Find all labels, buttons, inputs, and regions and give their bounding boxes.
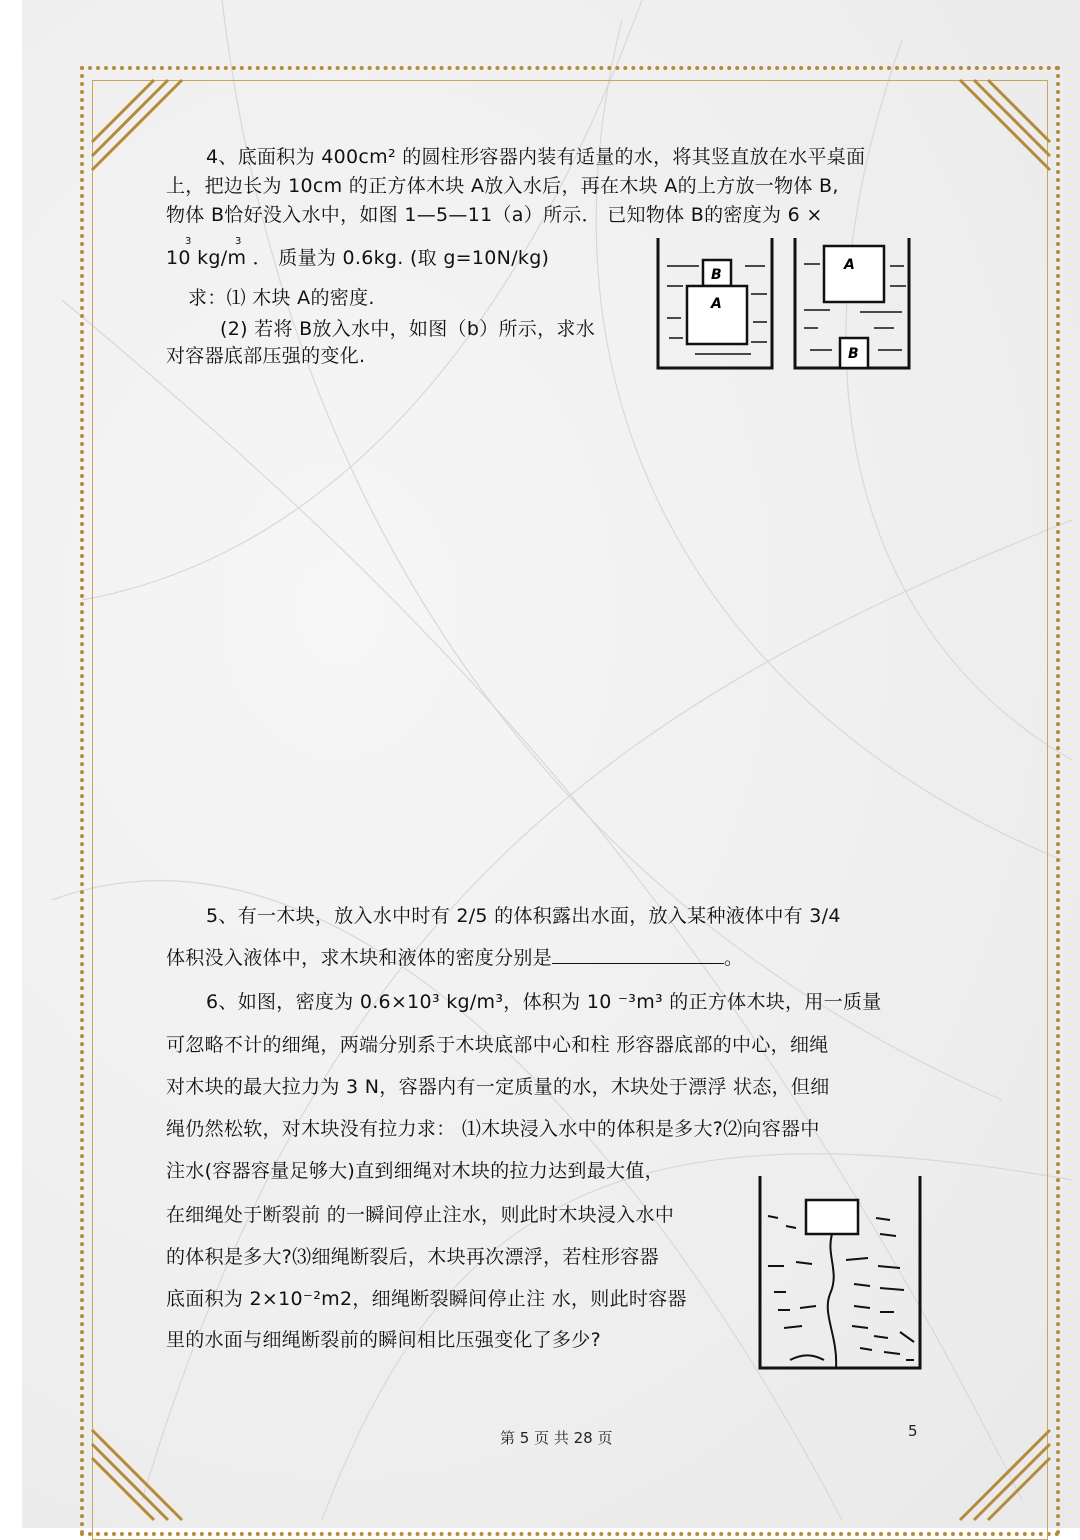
- q4-line-4: 10 kg/m ． 质量为 0.6kg. (取 g=10N/kg): [166, 247, 550, 269]
- corner-ornament-bottom-left: [84, 1428, 184, 1528]
- q4-superscript-b: 3: [235, 236, 242, 247]
- q6-line-1: 6、如图，密度为 0.6×10³ kg/m³，体积为 10 ⁻³m³ 的正方体木块，用一质量: [206, 991, 882, 1013]
- figure-a-label-b: B: [711, 267, 722, 283]
- q6-line-7: 的体积是多大?⑶细绳断裂后，木块再次漂浮，若柱形容器: [166, 1246, 659, 1268]
- q6-line-2: 可忽略不计的细绳，两端分别系于木块底部中心和柱 形容器底部的中心，细绳: [166, 1034, 829, 1056]
- corner-ornament-top-right: [958, 72, 1058, 172]
- q5-answer-blank: [552, 945, 724, 964]
- figure-q6-container: [756, 1176, 924, 1372]
- q6-line-4: 绳仍然松软，对木块没有拉力求： ⑴木块浸入水中的体积是多大?⑵向容器中: [166, 1118, 820, 1140]
- figure-a-container: [655, 238, 775, 372]
- footer-page-number: 5: [908, 1422, 918, 1440]
- figure-b-label-a: A: [844, 257, 855, 273]
- q4-ask-1: 求：⑴ 木块 A的密度.: [188, 287, 375, 309]
- q6-line-3: 对木块的最大拉力为 3 N，容器内有一定质量的水，木块处于漂浮 状态，但细: [166, 1076, 830, 1098]
- figure-a-block-a: [687, 286, 747, 344]
- figure-q6-wood-block: [806, 1200, 858, 1234]
- figure-b-block-a: [824, 246, 884, 302]
- q5-line-2: [166, 944, 743, 973]
- q4-superscript-a: 3: [185, 236, 192, 247]
- q4-ask-3: 对容器底部压强的变化.: [166, 345, 366, 367]
- q5-line-2-text: 体积没入液体中，求木块和液体的密度分别是: [166, 947, 553, 969]
- q4-line-1: 4、底面积为 400cm² 的圆柱形容器内装有适量的水，将其竖直放在水平桌面: [206, 146, 866, 168]
- q6-line-9: 里的水面与细绳断裂前的瞬间相比压强变化了多少?: [166, 1329, 601, 1351]
- q6-line-5: 注水(容器容量足够大)直到细绳对木块的拉力达到最大值，: [166, 1160, 664, 1182]
- q4-line-2: 上，把边长为 10cm 的正方体木块 A放入水后，再在木块 A的上方放一物体 B,: [166, 175, 839, 197]
- q6-line-6: 在细绳处于断裂前 的一瞬间停止注水，则此时木块浸入水中: [166, 1204, 675, 1226]
- figure-b-label-b: B: [848, 346, 859, 362]
- q4-ask-2: (2) 若将 B放入水中，如图（b）所示，求水: [220, 318, 595, 340]
- corner-ornament-bottom-right: [958, 1428, 1058, 1528]
- figure-q6-string: [828, 1234, 836, 1368]
- footer-page-indicator: 第 5 页 共 28 页: [500, 1429, 613, 1447]
- q5-line-2-end: 。: [724, 947, 744, 969]
- q5-line-1: 5、有一木块，放入水中时有 2/5 的体积露出水面，放入某种液体中有 3/4: [206, 905, 841, 927]
- corner-ornament-top-left: [84, 72, 184, 172]
- q6-line-8: 底面积为 2×10⁻²m2，细绳断裂瞬间停止注 水，则此时容器: [166, 1288, 687, 1310]
- q4-line-3: 物体 B恰好没入水中，如图 1—5—11（a）所示． 已知物体 B的密度为 6 ×: [166, 204, 823, 226]
- figure-a-label-a: A: [711, 296, 722, 312]
- figure-b-container: [790, 238, 912, 372]
